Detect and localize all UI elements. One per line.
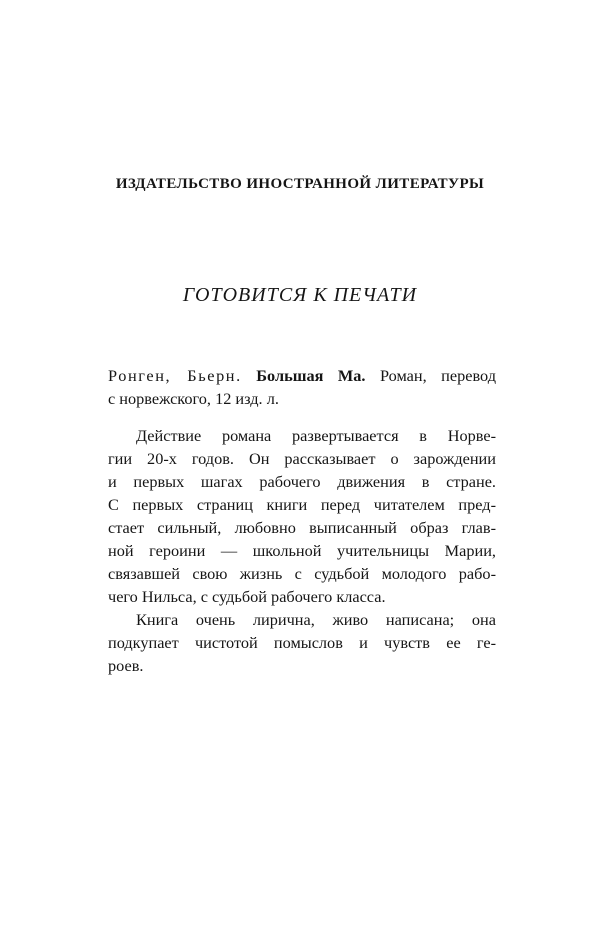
text-line: чего Нильса, с судьбой рабочего класса. [108, 587, 386, 606]
text-line: Действие романа развертывается в Норве- [136, 426, 496, 445]
entry-author: Ронген, Бьерн. [108, 366, 242, 385]
text-line: подкупает чистотой помыслов и чувств ее ге- [108, 633, 496, 652]
spacer [108, 410, 496, 424]
publisher-heading: ИЗДАТЕЛЬСТВО ИНОСТРАННОЙ ЛИТЕРАТУРЫ [115, 176, 485, 192]
description-paragraph [108, 424, 496, 608]
entry-details-part: Роман, перевод [380, 366, 497, 385]
bibliographic-record [108, 364, 496, 410]
text-line: Книга очень лирична, живо написана; она [136, 610, 496, 629]
bibliographic-line [108, 364, 496, 387]
book-entry [108, 364, 496, 677]
text-line: С первых страниц книги перед читателем пред- [108, 495, 496, 514]
text-line: и первых шагах рабочего движения в стране. [108, 472, 496, 491]
text-line: ной героини — школьной учительницы Марии, [108, 541, 496, 560]
announcement-heading: ГОТОВИТСЯ К ПЕЧАТИ [182, 284, 418, 306]
text-line: гии 20-х годов. Он рассказывает о зарождении [108, 449, 496, 468]
text-line: роев. [108, 656, 144, 675]
entry-title: Большая Ма. [256, 366, 366, 385]
review-paragraph [108, 608, 496, 677]
text-line: стает сильный, любовно выписанный образ глав- [108, 518, 496, 537]
text-line: связавшей свою жизнь с судьбой молодого рабо- [108, 564, 496, 583]
bibliographic-line: с норвежского, 12 изд. л. [108, 389, 279, 408]
